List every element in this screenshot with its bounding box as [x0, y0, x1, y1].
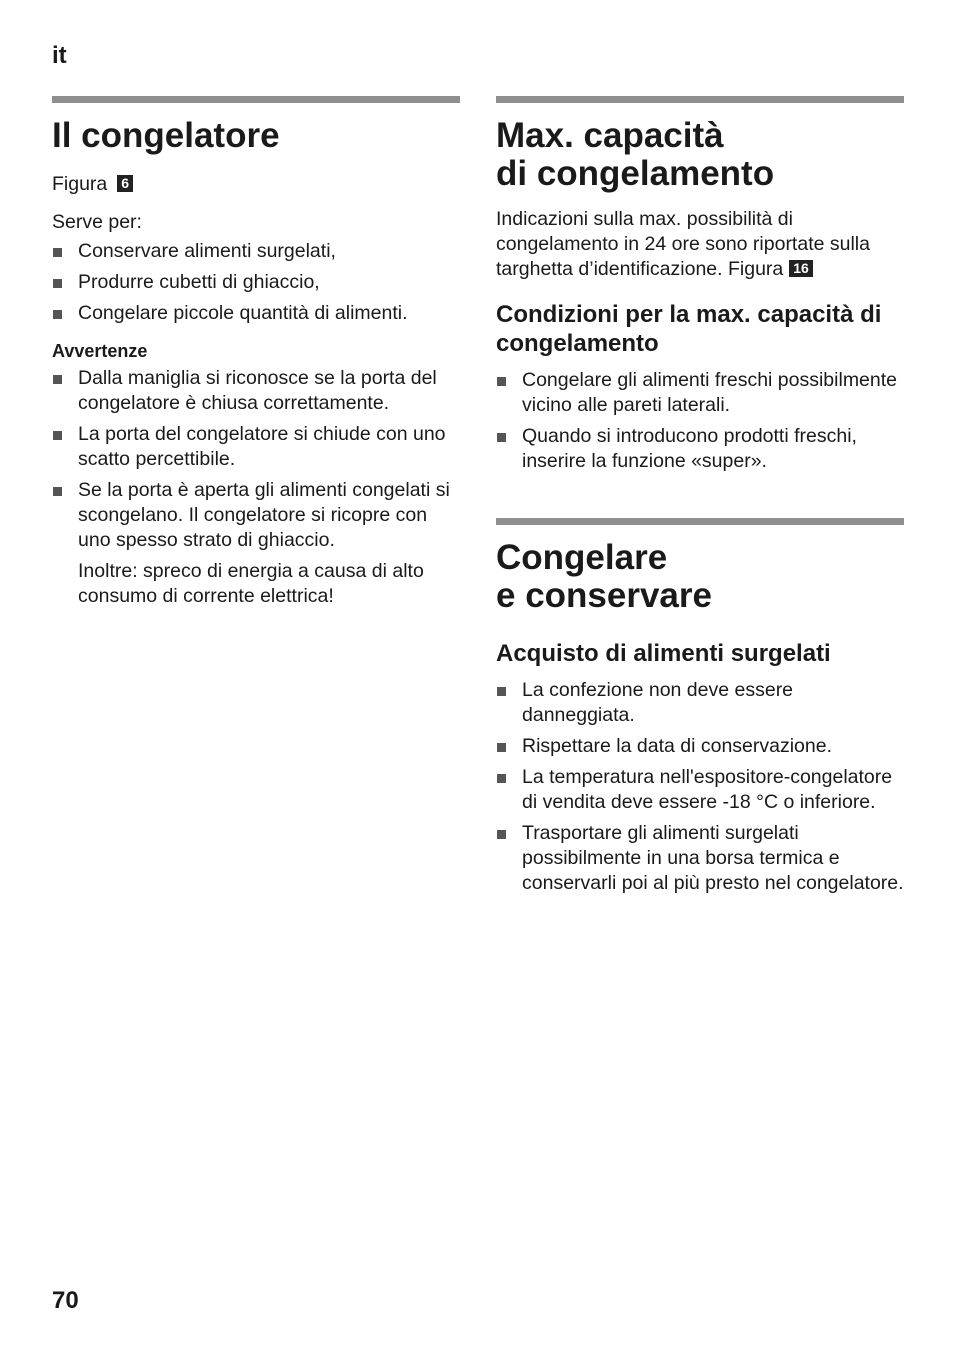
square-bullet-icon: [53, 487, 62, 496]
square-bullet-icon: [497, 743, 506, 752]
square-bullet-icon: [53, 279, 62, 288]
figure-number-badge: 6: [117, 175, 133, 192]
conditions-list: [496, 368, 904, 474]
language-tag: it: [52, 42, 67, 69]
section-il-congelatore: [52, 96, 460, 609]
list-item: [52, 239, 460, 264]
list-item-text: Rispettare la data di conservazione.: [522, 735, 833, 757]
list-item-text: Congelare piccole quantità di alimenti.: [78, 302, 408, 324]
figure-number-badge: 16: [789, 260, 813, 277]
page-number: 70: [52, 1287, 79, 1314]
list-item-text: Produrre cubetti di ghiaccio,: [78, 271, 320, 293]
list-item: [496, 368, 904, 418]
list-item-text: La porta del congelatore si chiude con uno scatto percettibile.: [78, 423, 446, 470]
subsection-title: Condizioni per la max. capacità di congelamento: [496, 301, 882, 357]
title-line: di congelamento: [496, 154, 775, 193]
square-bullet-icon: [497, 830, 506, 839]
list-item-text: Trasportare gli alimenti surgelati possibilmente in una borsa termica e conservarli poi al più presto nel congelatore.: [522, 822, 904, 894]
list-item-text: Quando si introducono prodotti freschi, inserire la funzione «super».: [522, 425, 857, 472]
list-item: [52, 301, 460, 326]
notes-list: [52, 366, 460, 553]
list-item: [52, 422, 460, 472]
uses-list: [52, 239, 460, 326]
list-item-text: Conservare alimenti surgelati,: [78, 240, 336, 262]
section-title: Il congelatore: [52, 116, 280, 155]
intro-text: Indicazioni sulla max. possibilità di congelamento in 24 ore sono riportate sulla targhetta d’identificazione. Figura: [496, 208, 870, 280]
list-item-text: Se la porta è aperta gli alimenti congelati si scongelano. Il congelatore si ricopre con uno spesso strato di ghiaccio.: [78, 479, 450, 551]
list-item: [52, 478, 460, 553]
figure-reference: [52, 172, 460, 197]
list-item-text: Congelare gli alimenti freschi possibilmente vicino alle pareti laterali.: [522, 369, 898, 416]
section-title: [496, 539, 904, 615]
notes-heading: Avvertenze: [52, 341, 148, 361]
intro-paragraph: [496, 207, 904, 282]
square-bullet-icon: [53, 375, 62, 384]
list-item: [496, 734, 904, 759]
list-item-text: Dalla maniglia si riconosce se la porta del congelatore è chiusa correttamente.: [78, 367, 437, 414]
section-rule: [496, 518, 904, 525]
list-item-text: La confezione non deve essere danneggiata.: [522, 679, 794, 726]
title-line: Max. capacità: [496, 116, 724, 155]
section-max-capacita: [496, 96, 904, 896]
purchase-list: [496, 678, 904, 896]
list-item: [496, 821, 904, 896]
list-item: [52, 270, 460, 295]
subsection-title: Acquisto di alimenti surgelati: [496, 640, 831, 667]
square-bullet-icon: [53, 248, 62, 257]
list-item: [52, 366, 460, 416]
list-item-text: La temperatura nell'espositore-congelatore di vendita deve essere -18 °C o inferiore.: [522, 766, 893, 813]
list-item: [496, 424, 904, 474]
notes-continuation: Inoltre: spreco di energia a causa di alto consumo di corrente elettrica!: [78, 560, 424, 607]
serve-per-label: Serve per:: [52, 211, 142, 233]
list-item: [496, 765, 904, 815]
square-bullet-icon: [497, 774, 506, 783]
section-rule: [496, 96, 904, 103]
square-bullet-icon: [53, 310, 62, 319]
section-title: [496, 117, 904, 193]
square-bullet-icon: [497, 377, 506, 386]
square-bullet-icon: [497, 433, 506, 442]
square-bullet-icon: [497, 687, 506, 696]
list-item: [496, 678, 904, 728]
section-rule: [52, 96, 460, 103]
square-bullet-icon: [53, 431, 62, 440]
title-line: Congelare: [496, 538, 668, 577]
title-line: e conservare: [496, 576, 712, 615]
figure-label: Figura: [52, 173, 108, 195]
